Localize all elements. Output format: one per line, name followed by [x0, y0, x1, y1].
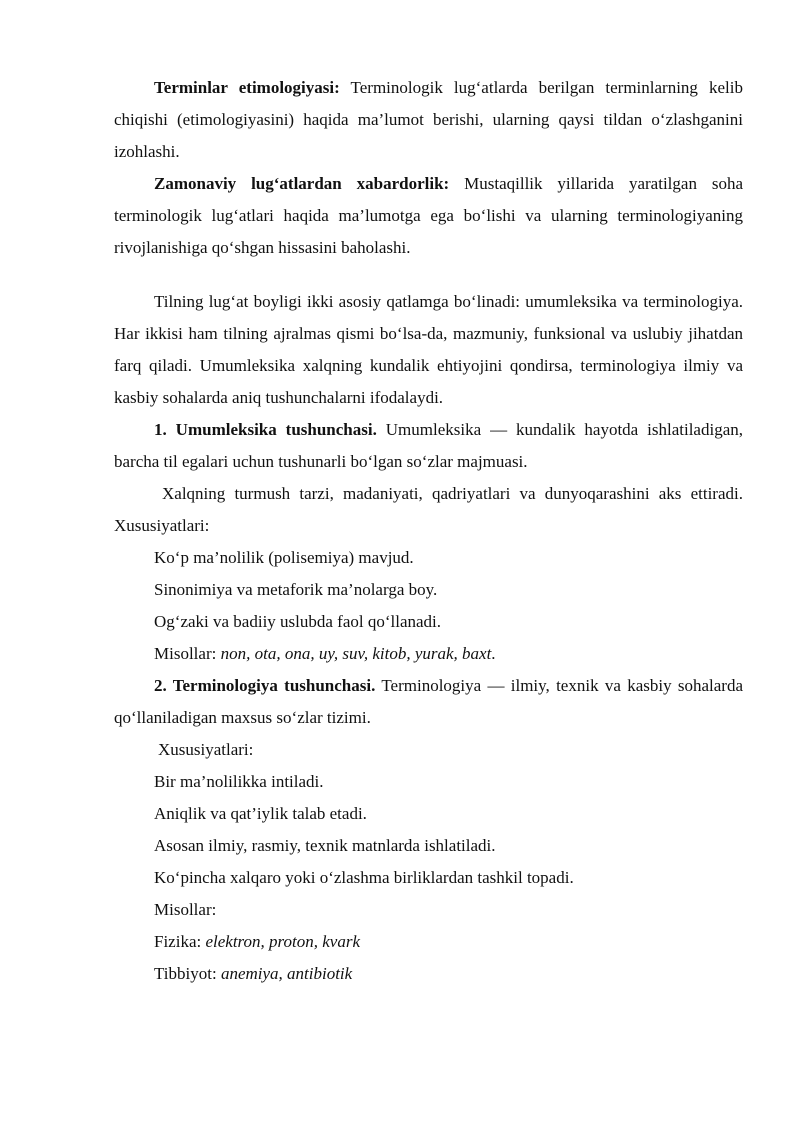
- section1-description: Xalqning turmush tarzi, madaniyati, qadriyatlari va dunyoqarashini aks ettiradi. Xususiyatlari:: [114, 484, 743, 535]
- physics-label: Fizika:: [154, 932, 206, 951]
- physics-terms: elektron, proton, kvark: [205, 932, 360, 951]
- etymology-heading: Terminlar etimologiyasi:: [154, 78, 340, 97]
- intro-paragraph: Tilning lug‘at boyligi ikki asosiy qatlamga bo‘linadi: umumleksika va terminologiya. Har ikkisi ham tilning ajralmas qismi bo‘lsa-da, mazmuniy, funksional va uslubiy jihatdan farq qiladi. Umumleksika xalqning kundalik ehtiyojini qondirsa, terminologiya ilmiy va kasbiy sohalarda aniq tushunchalarni ifodalaydi.: [114, 292, 743, 407]
- section2-features-label: Xususiyatlari:: [158, 740, 254, 759]
- section2-feature: Asosan ilmiy, rasmiy, texnik matnlarda ishlatiladi.: [154, 836, 496, 855]
- section1-definition: Umumleksika — kundalik hayotda ishlatiladigan, barcha til egalari uchun tushunarli bo‘lgan so‘zlar majmuasi.: [114, 420, 743, 471]
- section1-heading: 1. Umumleksika tushunchasi.: [154, 420, 377, 439]
- medicine-terms: anemiya, antibiotik: [220, 964, 353, 983]
- section2-feature: Aniqlik va qat’iylik talab etadi.: [154, 804, 367, 823]
- modern-dictionaries-heading: Zamonaviy lug‘atlardan xabardorlik:: [154, 174, 450, 193]
- modern-dictionaries-text: Mustaqillik yillarida yaratilgan soha terminologik lug‘atlari haqida ma’lumotga ega bo‘lishi va ularning terminologiyaning rivojlanishiga qo‘shgan hissasini baholashi.: [114, 174, 744, 257]
- section2-paragraph: [114, 670, 743, 734]
- section2-feature: Ko‘pincha xalqaro yoki o‘zlashma birliklardan tashkil topadi.: [154, 868, 574, 887]
- section1-feature: Og‘zaki va badiiy uslubda faol qo‘llanadi.: [154, 612, 442, 631]
- etymology-paragraph: [114, 72, 743, 168]
- section2-feature: Bir ma’nolilikka intiladi.: [154, 772, 324, 791]
- physics-examples: [114, 926, 743, 958]
- modern-dictionaries-paragraph: [114, 168, 743, 264]
- section1-examples-end: .: [491, 644, 496, 663]
- etymology-text: Terminologik lug‘atlarda berilgan terminlarning kelib chiqishi (etimologiyasini) haqida ma’lumot berishi, ularning qaysi tildan o‘zlashganini izohlashi.: [114, 78, 743, 161]
- section1-feature: Ko‘p ma’nolilik (polisemiya) mavjud.: [154, 548, 414, 567]
- section1-examples-label: Misollar:: [154, 644, 221, 663]
- section2-heading: 2. Terminologiya tushunchasi.: [154, 676, 376, 695]
- medicine-examples: [114, 958, 743, 990]
- section1-feature: Sinonimiya va metaforik ma’nolarga boy.: [154, 580, 438, 599]
- section1-examples-words: non, ota, ona, uy, suv, kitob, yurak, baxt: [220, 644, 492, 663]
- section1-paragraph: [114, 414, 743, 478]
- medicine-label: Tibbiyot:: [154, 964, 221, 983]
- section2-examples-label: Misollar:: [154, 900, 217, 919]
- section1-examples: [114, 638, 743, 670]
- section2-definition: Terminologiya — ilmiy, texnik va kasbiy sohalarda qo‘llaniladigan maxsus so‘zlar tizimi.: [114, 676, 743, 727]
